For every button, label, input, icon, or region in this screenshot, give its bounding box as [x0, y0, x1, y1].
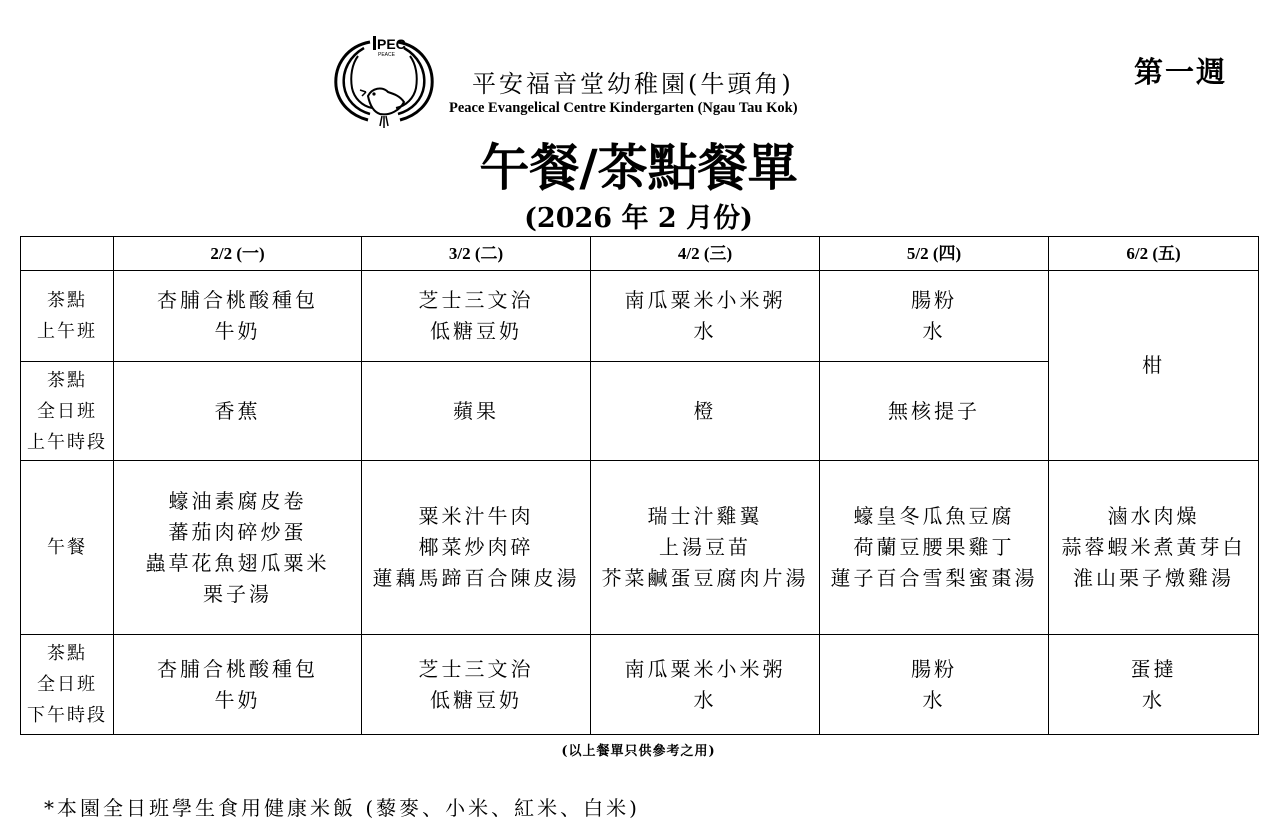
menu-cell: 無核提子 — [820, 362, 1049, 461]
menu-cell: 粟米汁牛肉 椰菜炒肉碎 蓮藕馬蹄百合陳皮湯 — [362, 461, 591, 635]
day-header: 4/2 (三) — [591, 237, 820, 271]
menu-cell: 杏脯合桃酸種包 牛奶 — [114, 635, 362, 735]
logo-left-wing — [336, 42, 370, 120]
row-label-snack-am: 茶點 上午班 — [21, 271, 114, 362]
school-name-cn: 平安福音堂幼稚園(牛頭角) — [472, 70, 794, 98]
header-row — [21, 237, 1259, 271]
menu-cell: 蠔皇冬瓜魚豆腐 荷蘭豆腰果雞丁 蓮子百合雪梨蜜棗湯 — [820, 461, 1049, 635]
logo-right-wing — [398, 42, 432, 120]
table-row-snack-am — [21, 271, 1259, 362]
menu-cell: 腸粉 水 — [820, 635, 1049, 735]
page-title: 午餐/茶點餐單 — [479, 138, 798, 197]
menu-cell: 蠔油素腐皮卷 蕃茄肉碎炒蛋 蟲草花魚翅瓜粟米 栗子湯 — [114, 461, 362, 635]
menu-cell-friday-merged: 柑 — [1049, 271, 1259, 461]
school-name-en: Peace Evangelical Centre Kindergarten (Ngau Tau Kok) — [449, 100, 798, 116]
corner-cell — [21, 237, 114, 271]
menu-cell: 腸粉 水 — [820, 271, 1049, 362]
row-label-snack-fullday-pm: 茶點 全日班 下午時段 — [21, 635, 114, 735]
menu-cell: 南瓜粟米小米粥 水 — [591, 271, 820, 362]
menu-cell: 滷水肉燥 蒜蓉蝦米煮黃芽白 淮山栗子燉雞湯 — [1049, 461, 1259, 635]
menu-cell: 橙 — [591, 362, 820, 461]
reference-note: (以上餐單只供參考之用) — [561, 744, 716, 759]
menu-cell: 芝士三文治 低糖豆奶 — [362, 271, 591, 362]
table-row-snack-fullday-pm — [21, 635, 1259, 735]
logo-subtext: PEACE — [378, 52, 395, 58]
row-label-lunch: 午餐 — [21, 461, 114, 635]
day-header: 6/2 (五) — [1049, 237, 1259, 271]
menu-cell: 芝士三文治 低糖豆奶 — [362, 635, 591, 735]
school-logo — [330, 34, 438, 134]
menu-cell: 香蕉 — [114, 362, 362, 461]
menu-cell: 瑞士汁雞翼 上湯豆苗 芥菜鹹蛋豆腐肉片湯 — [591, 461, 820, 635]
menu-cell: 杏脯合桃酸種包 牛奶 — [114, 271, 362, 362]
logo-dove — [368, 89, 404, 115]
day-header: 3/2 (二) — [362, 237, 591, 271]
rice-note: *本園全日班學生食用健康米飯 (藜麥、小米、紅米、白米) — [44, 796, 640, 820]
menu-cell: 南瓜粟米小米粥 水 — [591, 635, 820, 735]
week-label: 第一週 — [1134, 55, 1228, 89]
day-header: 5/2 (四) — [820, 237, 1049, 271]
table-row-lunch — [21, 461, 1259, 635]
day-header: 2/2 (一) — [114, 237, 362, 271]
menu-table — [20, 236, 1259, 735]
row-label-snack-fullday-am: 茶點 全日班 上午時段 — [21, 362, 114, 461]
menu-cell: 蛋撻 水 — [1049, 635, 1259, 735]
menu-cell: 蘋果 — [362, 362, 591, 461]
page-subtitle: (2026 年 2 月份) — [524, 203, 753, 234]
logo-text: PEC — [377, 36, 406, 52]
